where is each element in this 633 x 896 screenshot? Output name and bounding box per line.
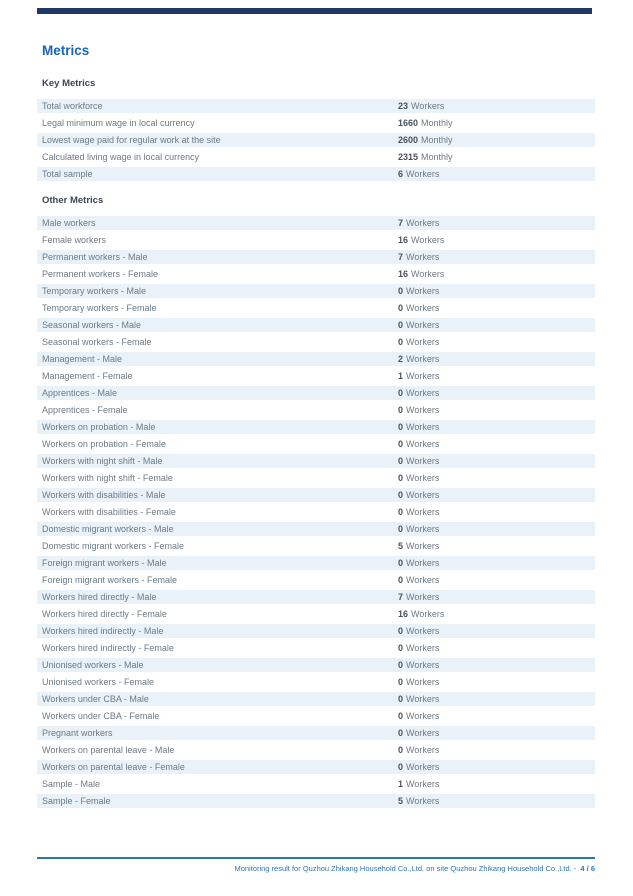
metric-row [37, 133, 595, 147]
metric-row [37, 726, 595, 740]
metric-value [398, 694, 439, 704]
metric-value-unit: Workers [406, 728, 440, 738]
metric-value-number: 2600 [398, 135, 419, 145]
metric-value-number: 0 [398, 643, 404, 653]
metric-row [37, 794, 595, 808]
metric-row [37, 284, 595, 298]
metric-value-unit: Workers [411, 235, 445, 245]
metric-row [37, 437, 595, 451]
metric-value-number: 0 [398, 660, 404, 670]
metric-label: Legal minimum wage in local currency [42, 118, 195, 128]
metric-label: Apprentices - Female [42, 405, 128, 415]
metric-row [37, 539, 595, 553]
metric-value-number: 16 [398, 609, 409, 619]
page-title: Metrics [42, 43, 90, 58]
metric-value-number: 0 [398, 626, 404, 636]
metric-label: Female workers [42, 235, 107, 245]
metric-value-unit: Workers [406, 660, 440, 670]
metric-label: Workers with night shift - Male [42, 456, 163, 466]
metric-label: Workers on parental leave - Female [42, 762, 185, 772]
metric-value [398, 101, 444, 111]
header-bar [37, 8, 592, 14]
metric-value-unit: Workers [406, 694, 440, 704]
metric-value-unit: Workers [406, 337, 440, 347]
metric-value-unit: Workers [406, 252, 440, 262]
metric-label: Permanent workers - Female [42, 269, 159, 279]
metric-value [398, 745, 439, 755]
metric-value-unit: Workers [406, 439, 440, 449]
metric-row [37, 318, 595, 332]
metric-value-number: 0 [398, 473, 404, 483]
page-footer [234, 864, 595, 873]
metric-value-number: 0 [398, 524, 404, 534]
section-heading: Key Metrics [42, 78, 96, 89]
metric-value [398, 643, 439, 653]
metric-value-unit: Workers [406, 745, 440, 755]
metric-row [37, 556, 595, 570]
metric-row [37, 641, 595, 655]
metric-value-number: 0 [398, 337, 404, 347]
metric-value [398, 269, 444, 279]
metric-value [398, 169, 439, 179]
metric-value [398, 711, 439, 721]
metric-row [37, 488, 595, 502]
metric-value-number: 6 [398, 169, 404, 179]
metric-value-number: 0 [398, 456, 404, 466]
metric-value-unit: Workers [411, 101, 445, 111]
metric-value [398, 337, 439, 347]
metric-label: Seasonal workers - Female [42, 337, 152, 347]
metric-value-unit: Workers [406, 507, 440, 517]
metric-value-unit: Workers [406, 473, 440, 483]
metric-value [398, 235, 444, 245]
metric-label: Male workers [42, 218, 96, 228]
metric-row [37, 216, 595, 230]
metric-label: Workers on parental leave - Male [42, 745, 175, 755]
metric-value [398, 439, 439, 449]
metric-value-number: 16 [398, 235, 409, 245]
metric-label: Management - Female [42, 371, 133, 381]
metric-label: Sample - Female [42, 796, 111, 806]
metric-label: Unionised workers - Female [42, 677, 155, 687]
metric-row [37, 150, 595, 164]
metric-row [37, 522, 595, 536]
metrics-section [37, 195, 595, 808]
metric-row [37, 420, 595, 434]
metric-value-unit: Monthly [421, 118, 453, 128]
metric-value-unit: Monthly [421, 135, 453, 145]
metric-label: Unionised workers - Male [42, 660, 144, 670]
metric-row [37, 99, 595, 113]
metric-value [398, 320, 439, 330]
metric-value-unit: Workers [406, 388, 440, 398]
metric-value-number: 2 [398, 354, 404, 364]
metric-row [37, 471, 595, 485]
metric-value [398, 762, 439, 772]
metric-label: Workers under CBA - Male [42, 694, 149, 704]
metric-value-unit: Monthly [421, 152, 453, 162]
metric-value-number: 5 [398, 541, 404, 551]
metric-label: Workers with disabilities - Male [42, 490, 166, 500]
metric-value-number: 0 [398, 575, 404, 585]
metric-label: Workers under CBA - Female [42, 711, 160, 721]
metric-value [398, 388, 439, 398]
metric-value-number: 0 [398, 422, 404, 432]
metrics-table [37, 99, 595, 181]
metric-value-number: 7 [398, 218, 404, 228]
metric-value [398, 354, 439, 364]
metric-row [37, 675, 595, 689]
metric-label: Seasonal workers - Male [42, 320, 142, 330]
metric-row [37, 250, 595, 264]
metric-value-unit: Workers [406, 490, 440, 500]
metric-label: Total workforce [42, 101, 103, 111]
footer-caption: Monitoring result for Quzhou Zhikang Household Co.,Ltd. on site Quzhou Zhikang Household Co.,Ltd. - [234, 864, 577, 873]
metric-value [398, 252, 439, 262]
metric-value [398, 135, 453, 145]
metric-value [398, 422, 439, 432]
metric-value [398, 541, 439, 551]
metric-label: Permanent workers - Male [42, 252, 148, 262]
metric-row [37, 607, 595, 621]
metric-value-unit: Workers [406, 405, 440, 415]
metric-value-number: 0 [398, 507, 404, 517]
metric-row [37, 386, 595, 400]
metric-row [37, 505, 595, 519]
metric-row [37, 760, 595, 774]
footer-divider [37, 857, 595, 859]
metric-value [398, 473, 439, 483]
metric-value-unit: Workers [411, 269, 445, 279]
metric-row [37, 624, 595, 638]
metric-value-number: 0 [398, 286, 404, 296]
metric-label: Workers hired directly - Male [42, 592, 157, 602]
metric-label: Pregnant workers [42, 728, 113, 738]
metric-value [398, 507, 439, 517]
metric-value [398, 405, 439, 415]
footer-page-number: 4 / 6 [580, 864, 595, 873]
metric-label: Total sample [42, 169, 93, 179]
metric-value-unit: Workers [406, 320, 440, 330]
metric-value-unit: Workers [406, 354, 440, 364]
metric-row [37, 116, 595, 130]
metric-label: Management - Male [42, 354, 123, 364]
metric-label: Workers hired indirectly - Female [42, 643, 174, 653]
metric-value [398, 575, 439, 585]
metric-row [37, 352, 595, 366]
metric-value-number: 0 [398, 745, 404, 755]
metric-value-number: 0 [398, 711, 404, 721]
metric-row [37, 233, 595, 247]
metric-value-unit: Workers [406, 558, 440, 568]
metric-value-unit: Workers [406, 643, 440, 653]
metric-value [398, 609, 444, 619]
metric-value-number: 0 [398, 490, 404, 500]
metric-value-unit: Workers [406, 422, 440, 432]
metric-row [37, 743, 595, 757]
metric-value-number: 0 [398, 694, 404, 704]
metric-value-unit: Workers [406, 762, 440, 772]
metric-value [398, 796, 439, 806]
metric-value-unit: Workers [411, 609, 445, 619]
metric-row [37, 777, 595, 791]
metric-label: Foreign migrant workers - Male [42, 558, 167, 568]
metrics-sections [37, 78, 595, 808]
metric-label: Foreign migrant workers - Female [42, 575, 178, 585]
metric-row [37, 590, 595, 604]
metric-value-number: 0 [398, 762, 404, 772]
metric-value [398, 626, 439, 636]
metric-row [37, 369, 595, 383]
metric-value-number: 0 [398, 388, 404, 398]
metric-value-number: 0 [398, 558, 404, 568]
metric-value-unit: Workers [406, 218, 440, 228]
metric-value-unit: Workers [406, 677, 440, 687]
metric-label: Calculated living wage in local currency [42, 152, 200, 162]
metric-row [37, 692, 595, 706]
metric-row [37, 709, 595, 723]
metric-row [37, 573, 595, 587]
metric-value [398, 371, 439, 381]
metric-value [398, 592, 439, 602]
metric-label: Workers on probation - Male [42, 422, 156, 432]
metric-label: Lowest wage paid for regular work at the site [42, 135, 221, 145]
metric-value-number: 0 [398, 728, 404, 738]
metric-value [398, 728, 439, 738]
metric-value [398, 218, 439, 228]
metric-value-number: 0 [398, 405, 404, 415]
metric-value-unit: Workers [406, 541, 440, 551]
metric-row [37, 335, 595, 349]
metric-value-unit: Workers [406, 796, 440, 806]
metric-label: Workers hired indirectly - Male [42, 626, 164, 636]
metric-value-number: 0 [398, 303, 404, 313]
metric-label: Workers on probation - Female [42, 439, 166, 449]
metric-value [398, 558, 439, 568]
metric-row [37, 454, 595, 468]
metric-value [398, 524, 439, 534]
metric-value [398, 677, 439, 687]
metric-value-number: 0 [398, 320, 404, 330]
metric-value-unit: Workers [406, 456, 440, 466]
metric-value-number: 1 [398, 371, 404, 381]
metric-value [398, 152, 453, 162]
metric-label: Workers with disabilities - Female [42, 507, 176, 517]
metric-value [398, 490, 439, 500]
section-heading: Other Metrics [42, 195, 104, 206]
metric-value-number: 23 [398, 101, 409, 111]
metric-label: Workers with night shift - Female [42, 473, 173, 483]
metric-value [398, 118, 453, 128]
metric-value-number: 2315 [398, 152, 419, 162]
metric-value-number: 7 [398, 252, 404, 262]
metric-value-unit: Workers [406, 626, 440, 636]
metric-label: Temporary workers - Male [42, 286, 147, 296]
metric-value [398, 303, 439, 313]
metric-value-unit: Workers [406, 169, 440, 179]
metric-row [37, 267, 595, 281]
metric-value-number: 0 [398, 439, 404, 449]
metric-value-number: 1 [398, 779, 404, 789]
metrics-section [37, 78, 595, 181]
metric-value [398, 456, 439, 466]
metric-value-unit: Workers [406, 592, 440, 602]
metric-value-unit: Workers [406, 779, 440, 789]
metric-value-unit: Workers [406, 575, 440, 585]
metric-row [37, 658, 595, 672]
metric-row [37, 403, 595, 417]
metric-value-unit: Workers [406, 711, 440, 721]
metric-label: Domestic migrant workers - Female [42, 541, 185, 551]
metric-label: Domestic migrant workers - Male [42, 524, 174, 534]
metric-value-number: 1660 [398, 118, 419, 128]
metric-label: Apprentices - Male [42, 388, 118, 398]
metric-value [398, 779, 439, 789]
metric-value-unit: Workers [406, 371, 440, 381]
metric-value [398, 660, 439, 670]
metric-value-unit: Workers [406, 524, 440, 534]
metric-label: Sample - Male [42, 779, 101, 789]
metric-value-number: 16 [398, 269, 409, 279]
metric-value-number: 0 [398, 677, 404, 687]
metric-value-number: 7 [398, 592, 404, 602]
metric-label: Workers hired directly - Female [42, 609, 167, 619]
metrics-table [37, 216, 595, 808]
metric-value-unit: Workers [406, 286, 440, 296]
metric-value-number: 5 [398, 796, 404, 806]
metric-row [37, 301, 595, 315]
metric-value [398, 286, 439, 296]
metric-row [37, 167, 595, 181]
metric-value-unit: Workers [406, 303, 440, 313]
metric-label: Temporary workers - Female [42, 303, 157, 313]
